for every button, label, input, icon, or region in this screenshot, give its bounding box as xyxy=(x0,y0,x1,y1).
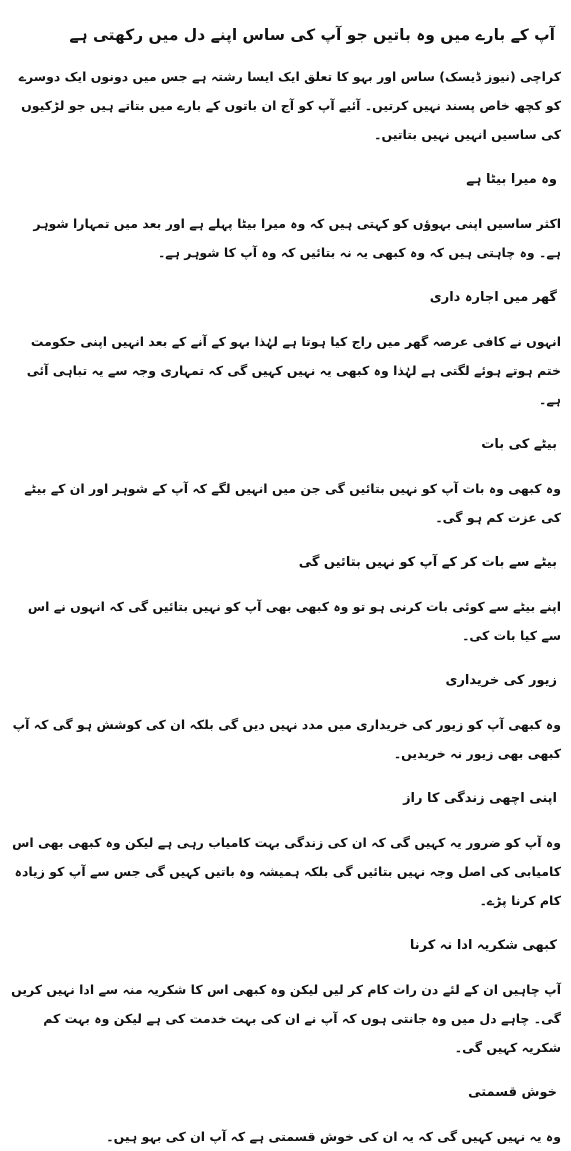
section-heading-home-monopoly: گھر میں اجارہ داری xyxy=(429,290,557,305)
section-text-talk-with-son: اپنے بیٹے سے کوئی بات کرنی ہو تو وہ کبھی بھی آپ کو نہیں بتائیں گی کہ انہوں نے اس سے کیا بات کی۔ xyxy=(27,599,561,643)
section-text-jewelry: وہ کبھی آپ کو زیور کی خریداری میں مدد نہیں دیں گی بلکہ ان کی کوشش ہو گی کہ آپ کبھی بھی زیور نہ خریدیں۔ xyxy=(12,717,561,761)
section-text-home-monopoly: انہوں نے کافی عرصہ گھر میں راج کیا ہوتا ہے لہٰذا بہو کے آنے کے بعد انہیں اپنی حکومت ختم ہوتے ہوئے لگتی ہے لہٰذا وہ کبھی یہ نہیں کہیں گی کہ تمہاری وجہ سے یہ تباہی آئی ہے۔ xyxy=(26,334,561,407)
section-text-good-life-secret: وہ آپ کو ضرور یہ کہیں گی کہ ان کی زندگی بہت کامیاب رہی ہے لیکن وہ کبھی بھی اس کامیابی کی اصل وجہ نہیں بتائیں گی بلکہ ہمیشہ وہ باتیں کہیں گی جس سے آپ کو زیادہ کام کرنا پڑے۔ xyxy=(12,835,561,908)
section-text-never-thank: آپ چاہیں ان کے لئے دن رات کام کر لیں لیکن وہ کبھی اس کا شکریہ منہ سے ادا نہیں کریں گی۔ چاہے دل میں وہ جانتی ہوں کہ آپ نے ان کی بہت خدمت کی ہے لیکن وہ بہت کم شکریہ کہیں گی۔ xyxy=(11,982,561,1055)
section-heading-talk-with-son: بیٹے سے بات کر کے آپ کو نہیں بتائیں گی xyxy=(298,555,557,570)
section-text-sons-matter: وہ کبھی وہ بات آپ کو نہیں بتائیں گی جن میں انہیں لگے کہ آپ کے شوہر اور ان کے بیٹے کی عزت کم ہو گی۔ xyxy=(24,481,561,525)
section-heading-good-life-secret: اپنی اچھی زندگی کا راز xyxy=(403,791,557,806)
section-heading-good-fortune: خوش قسمتی xyxy=(468,1085,557,1100)
section-text-good-fortune: وہ یہ نہیں کہیں گی کہ یہ ان کی خوش قسمتی ہے کہ آپ ان کی بہو ہیں۔ xyxy=(106,1129,561,1144)
article-intro: کراچی (نیوز ڈیسک) ساس اور بہو کا تعلق ایک ایسا رشتہ ہے جس میں دونوں ایک دوسرے کو کچھ خاص پسند نہیں کرتیں۔ آئیے آپ کو آج ان باتوں کے بارے میں بتاتے ہیں جو لڑکیوں کی ساسیں انہیں نہیں بتاتیں۔ xyxy=(18,69,561,142)
section-heading-never-thank: کبھی شکریہ ادا نہ کرنا xyxy=(409,938,557,953)
section-heading-sons-matter: بیٹے کی بات xyxy=(481,437,557,452)
article-title: آپ کے بارے میں وہ باتیں جو آپ کی ساس اپنے دل میں رکھتی ہے xyxy=(69,26,555,44)
section-text-my-son: اکثر ساسیں اپنی بہوؤں کو کہتی ہیں کہ وہ میرا بیٹا پہلے ہے اور بعد میں تمہارا شوہر ہے۔ وہ چاہتی ہیں کہ وہ کبھی یہ نہ بتائیں کہ وہ آپ کا شوہر ہے۔ xyxy=(33,216,561,260)
section-heading-jewelry: زیور کی خریداری xyxy=(445,673,557,688)
section-heading-my-son: وہ میرا بیٹا ہے xyxy=(466,172,557,187)
